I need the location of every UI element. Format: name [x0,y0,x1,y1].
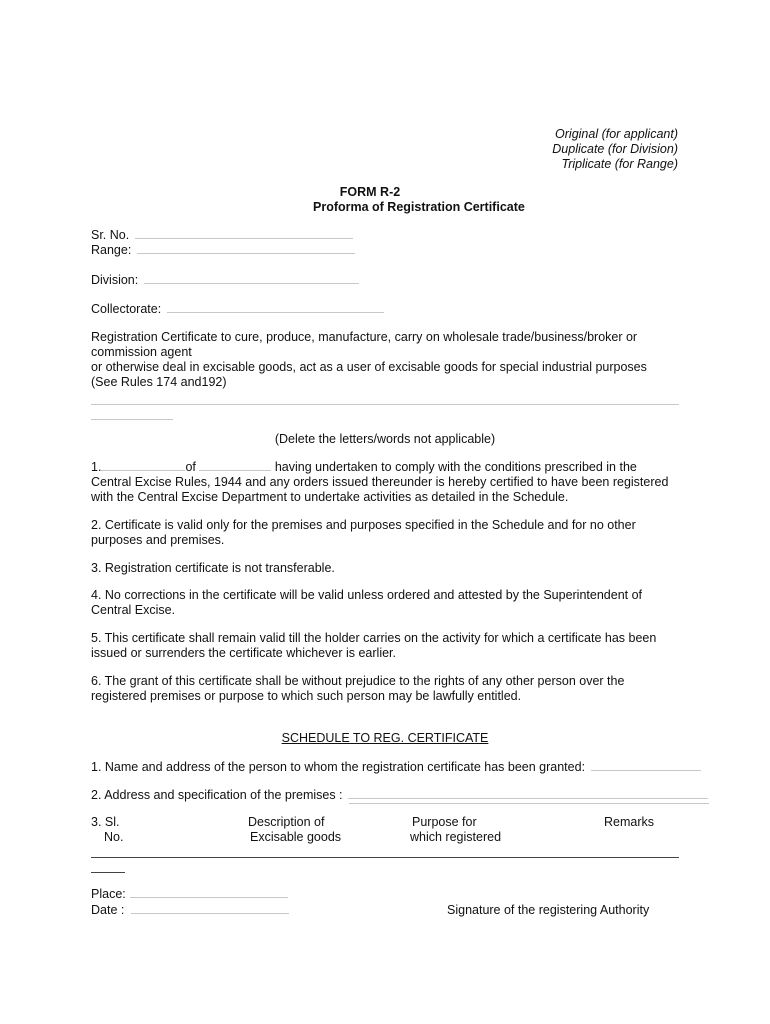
clause-5-line-2: issued or surrenders the certificate whichever is earlier. [91,646,396,660]
clause-1-line-3: with the Central Excise Department to undertake activities as detailed in the Schedule. [91,490,569,504]
clause-1-place-input[interactable] [199,460,271,471]
intro-rule-short [91,419,173,420]
clause-5 [91,631,711,661]
clause-1 [91,460,711,505]
clause-4-line-2: Central Excise. [91,603,176,617]
schedule-item-1 [91,760,721,775]
schedule-item-2-rule [349,803,709,804]
clause-6 [91,674,711,704]
copy-designations [378,127,678,172]
intro-line-3: or otherwise deal in excisable goods, act as a user of excisable goods for special industrial purposes [91,360,647,374]
clause-6-line-1: 6. The grant of this certificate shall be without prejudice to the rights of any other person over the [91,674,625,688]
intro-line-4: (See Rules 174 and192) [91,375,227,389]
form-subtitle: Proforma of Registration Certificate [313,200,525,214]
col-description [248,815,341,845]
intro-line-2: commission agent [91,345,192,359]
table-rule-short [91,872,125,873]
copy-triplicate: Triplicate (for Range) [561,157,678,171]
col-sl-no-line-2: No. [104,830,124,844]
division-input[interactable] [144,273,359,284]
schedule-item-2-label: 2. Address and specification of the premises : [91,788,343,802]
clause-1-of: of [185,460,196,474]
col-description-line-1: Description of [248,815,325,829]
clause-1-prefix: 1. [91,460,102,474]
clause-1-rest: having undertaken to comply with the conditions prescribed in the [274,460,637,474]
table-rule [91,857,679,858]
intro-paragraph [91,330,711,390]
clause-1-line-2: Central Excise Rules, 1944 and any orders issued thereunder is hereby certified to have been registered [91,475,669,489]
range-field [91,243,355,258]
col-description-line-2: Excisable goods [250,830,342,844]
form-title: FORM R-2 [339,185,401,199]
signature-label: Signature of the registering Authority [447,903,650,917]
clause-4 [91,588,711,618]
date-field [91,903,289,918]
clause-4-line-1: 4. No corrections in the certificate will be valid unless ordered and attested by the Superintendent of [91,588,643,602]
sr-no-label: Sr. No. [91,228,130,242]
col-purpose [410,815,501,845]
intro-rule [91,404,679,405]
copy-original: Original (for applicant) [555,127,678,141]
place-field [91,887,288,902]
col-purpose-line-2: which registered [410,830,502,844]
division-field [91,273,359,288]
copy-duplicate: Duplicate (for Division) [552,142,678,156]
delete-note: (Delete the letters/words not applicable) [274,432,496,446]
clause-6-line-2: registered premises or purpose to which such person may be lawfully entitled. [91,689,522,703]
col-sl-no-line-1: 3. Sl. [91,815,120,829]
schedule-item-2-input[interactable] [348,788,708,799]
sr-no-field [91,228,353,243]
date-label: Date : [91,903,125,917]
clause-5-line-1: 5. This certificate shall remain valid till the holder carries on the activity for which a certificate has been [91,631,657,645]
division-label: Division: [91,273,139,287]
schedule-item-1-input[interactable] [591,760,701,771]
clause-2 [91,518,711,548]
schedule-item-2 [91,788,721,803]
place-input[interactable] [130,887,288,898]
col-remarks: Remarks [604,815,655,829]
col-purpose-line-1: Purpose for [412,815,477,829]
range-input[interactable] [137,243,355,254]
col-sl-no [91,815,123,845]
schedule-title: SCHEDULE TO REG. CERTIFICATE [281,731,489,745]
intro-line-1: Registration Certificate to cure, produce, manufacture, carry on wholesale trade/business/broker or [91,330,638,344]
clause-1-line-1 [91,460,711,475]
date-input[interactable] [131,903,289,914]
collectorate-label: Collectorate: [91,302,162,316]
clause-3: 3. Registration certificate is not transferable. [91,561,335,575]
clause-1-name-input[interactable] [101,460,185,471]
collectorate-input[interactable] [167,302,384,313]
range-label: Range: [91,243,132,257]
sr-no-input[interactable] [135,228,353,239]
clause-2-line-2: purposes and premises. [91,533,225,547]
collectorate-field [91,302,384,317]
place-label: Place: [91,887,126,901]
schedule-item-1-label: 1. Name and address of the person to whom the registration certificate has been granted: [91,760,586,774]
clause-2-line-1: 2. Certificate is valid only for the premises and purposes specified in the Schedule and for no other [91,518,636,532]
